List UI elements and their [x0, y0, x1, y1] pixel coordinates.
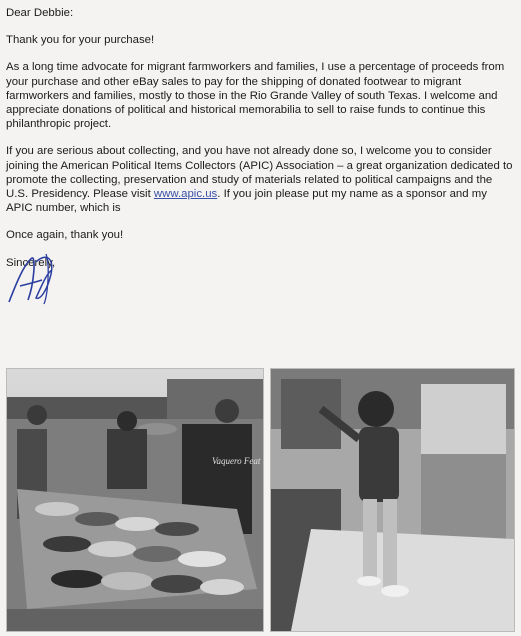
photo-shoe-distribution	[6, 368, 264, 632]
letter-body	[6, 6, 516, 304]
paragraph-advocacy: As a long time advocate for migrant farmworkers and families, I use a percentage of proceeds from your purchase and other eBay sales to pay for the shipping of donated footwear to migrant farmworkers and families, mostly to those in the Rio Grande Valley of south Texas. I welcome and appreciate donations of political and historical memorabilia to sell to raise funds to continue this philanthropic project.	[6, 61, 505, 131]
apic-text-before: If you are serious about collecting, and you have not already done so, I welcome you to consider joining the American Political Items Collectors (APIC) Association – a great organization dedicated to promote the collecting, preservation and study of materials related to political campaigns and the U.S. Presidency. Please visit	[6, 145, 513, 201]
salutation: Dear Debbie:	[6, 7, 74, 19]
apic-link[interactable]: www.apic.us	[153, 188, 218, 201]
signoff: Sincerely,	[6, 256, 56, 269]
paragraph-apic	[6, 144, 516, 215]
closing-thanks: Once again, thank you!	[6, 229, 124, 242]
apic-text-after: . If you join please put my name as a sponsor and my APIC number, which is	[6, 188, 487, 215]
photo-strip	[6, 368, 514, 632]
shirt-text: Vaquero Feat	[212, 456, 261, 466]
thanks-line: Thank you for your purchase!	[6, 34, 155, 47]
signature-block	[6, 256, 516, 304]
handwritten-signature	[6, 244, 76, 314]
photo-child-shoes	[270, 368, 515, 632]
